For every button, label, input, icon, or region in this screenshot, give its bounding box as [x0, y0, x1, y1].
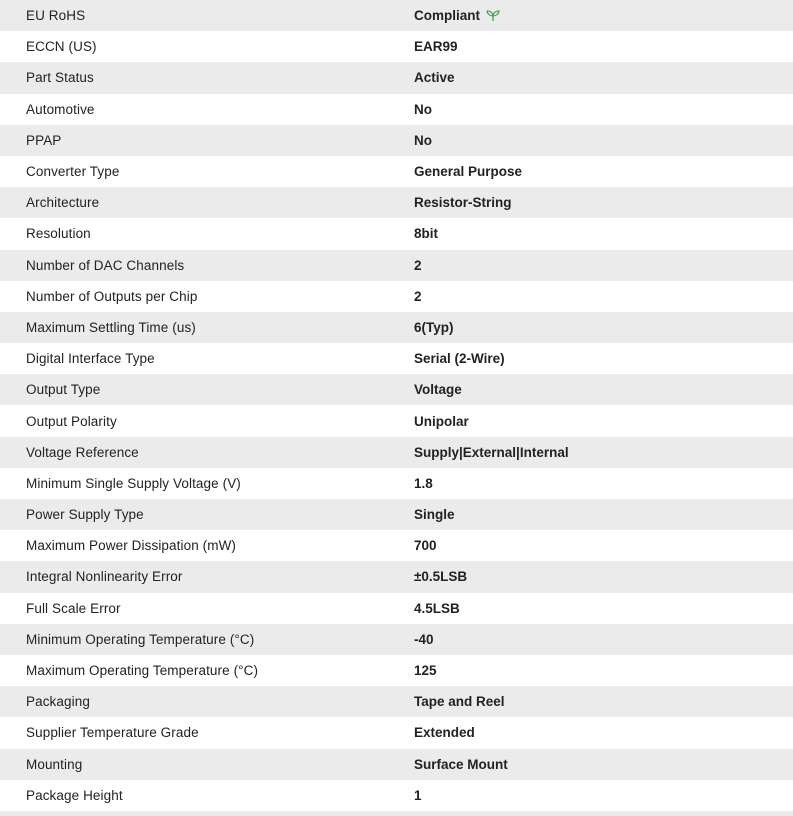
spec-value — [414, 569, 467, 584]
spec-value — [414, 757, 508, 772]
spec-row — [0, 281, 793, 312]
spec-row — [0, 749, 793, 780]
spec-value — [414, 70, 455, 85]
spec-value-text: No — [414, 101, 432, 117]
spec-value-text: ±0.5LSB — [414, 569, 468, 585]
spec-value — [414, 445, 569, 460]
spec-value — [414, 694, 505, 709]
spec-value — [414, 414, 469, 429]
spec-row — [0, 405, 793, 436]
spec-label: Full Scale Error — [26, 600, 121, 616]
spec-label: Maximum Operating Temperature (°C) — [26, 663, 259, 679]
spec-row — [0, 218, 793, 249]
spec-value — [414, 507, 455, 522]
spec-label: Output Type — [26, 382, 101, 398]
spec-value-text: Resistor-String — [414, 195, 512, 211]
spec-value — [414, 195, 512, 210]
spec-row — [0, 0, 793, 31]
spec-value-text: Active — [414, 70, 455, 86]
spec-label: Converter Type — [26, 164, 120, 180]
spec-label: EU RoHS — [26, 8, 86, 24]
spec-label: Integral Nonlinearity Error — [26, 569, 183, 585]
spec-label: Maximum Settling Time (us) — [26, 319, 196, 335]
spec-value-text: General Purpose — [414, 164, 523, 180]
spec-label: Resolution — [26, 226, 91, 242]
spec-label: ECCN (US) — [26, 39, 97, 55]
spec-row — [0, 624, 793, 655]
spec-label: Architecture — [26, 195, 100, 211]
spec-row — [0, 468, 793, 499]
spec-label: Number of DAC Channels — [26, 257, 185, 273]
table-bottom-strip — [0, 811, 793, 816]
spec-row — [0, 312, 793, 343]
spec-row — [0, 530, 793, 561]
spec-value-text: 2 — [414, 257, 422, 273]
spec-value — [414, 663, 437, 678]
spec-row — [0, 593, 793, 624]
spec-value-text: 4.5LSB — [414, 600, 460, 616]
spec-value-text: Unipolar — [414, 413, 469, 429]
leaf-icon — [486, 10, 500, 22]
spec-value — [414, 538, 437, 553]
spec-row — [0, 655, 793, 686]
spec-value-text: Voltage — [414, 382, 462, 398]
spec-value — [414, 351, 505, 366]
spec-label: Minimum Operating Temperature (°C) — [26, 631, 255, 647]
spec-row — [0, 187, 793, 218]
spec-value-text: Serial (2-Wire) — [414, 351, 505, 367]
spec-row — [0, 250, 793, 281]
spec-label: PPAP — [26, 132, 62, 148]
spec-value-text: 1.8 — [414, 475, 433, 491]
spec-label: Output Polarity — [26, 413, 117, 429]
spec-value — [414, 382, 462, 397]
spec-value-text: 2 — [414, 288, 422, 304]
spec-label: Minimum Single Supply Voltage (V) — [26, 475, 241, 491]
spec-value — [414, 8, 500, 23]
spec-label: Supplier Temperature Grade — [26, 725, 199, 741]
spec-label: Number of Outputs per Chip — [26, 288, 198, 304]
spec-value-text: 1 — [414, 787, 422, 803]
spec-row — [0, 94, 793, 125]
spec-value — [414, 164, 522, 179]
spec-value — [414, 133, 432, 148]
spec-value-text: 8bit — [414, 226, 439, 242]
spec-label: Maximum Power Dissipation (mW) — [26, 538, 237, 554]
spec-value — [414, 632, 434, 647]
spec-value-text: No — [414, 132, 432, 148]
spec-row — [0, 437, 793, 468]
spec-value-text: Compliant — [414, 8, 480, 24]
spec-label: Part Status — [26, 70, 94, 86]
spec-row — [0, 31, 793, 62]
spec-value-text: Surface Mount — [414, 756, 508, 772]
spec-label: Packaging — [26, 694, 90, 710]
spec-value-text: -40 — [414, 631, 434, 647]
spec-label: Voltage Reference — [26, 444, 139, 460]
spec-value-text: Extended — [414, 725, 475, 741]
spec-row — [0, 780, 793, 811]
spec-value-text: Single — [414, 507, 455, 523]
spec-row — [0, 374, 793, 405]
spec-value — [414, 226, 438, 241]
spec-label: Digital Interface Type — [26, 351, 155, 367]
spec-row — [0, 125, 793, 156]
spec-value-text: 125 — [414, 663, 437, 679]
spec-value-text: Supply|External|Internal — [414, 444, 569, 460]
spec-value — [414, 476, 433, 491]
spec-value-text: 6(Typ) — [414, 319, 454, 335]
spec-value — [414, 725, 475, 740]
spec-value-text: EAR99 — [414, 39, 458, 55]
spec-row — [0, 62, 793, 93]
spec-value — [414, 289, 422, 304]
spec-row — [0, 156, 793, 187]
spec-value-text: 700 — [414, 538, 437, 554]
spec-label: Automotive — [26, 101, 95, 117]
spec-label: Mounting — [26, 756, 83, 772]
spec-row — [0, 686, 793, 717]
spec-value — [414, 102, 432, 117]
spec-row — [0, 561, 793, 592]
spec-row — [0, 499, 793, 530]
spec-value — [414, 39, 458, 54]
spec-label: Package Height — [26, 787, 123, 803]
spec-value — [414, 601, 460, 616]
spec-value-text: Tape and Reel — [414, 694, 505, 710]
spec-value — [414, 788, 422, 803]
spec-row — [0, 343, 793, 374]
spec-row — [0, 717, 793, 748]
spec-label: Power Supply Type — [26, 507, 144, 523]
spec-value — [414, 258, 422, 273]
spec-value — [414, 320, 454, 335]
